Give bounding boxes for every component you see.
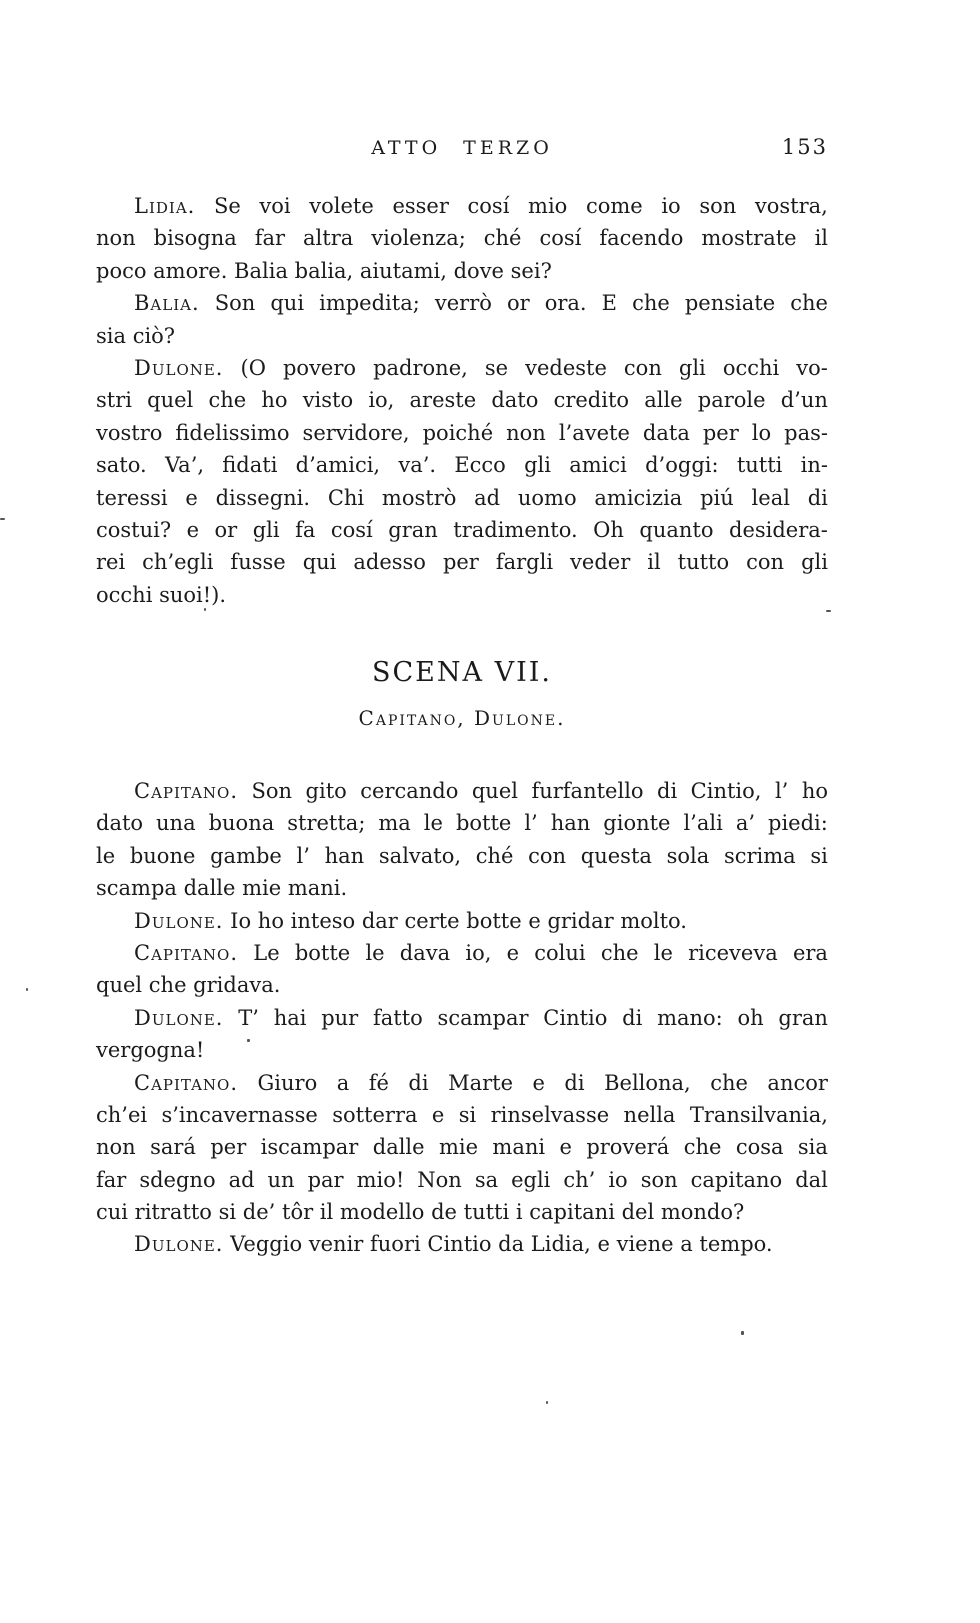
scan-speck: [546, 1401, 548, 1404]
text-line: non bisogna far altra violenza; ché cosí facendo mostrate il: [96, 226, 828, 251]
scene-heading: SCENA VII.: [372, 657, 552, 688]
running-title: ATTO TERZO: [371, 137, 553, 159]
speaker-name: Capitano.: [134, 1070, 239, 1095]
text-block-scene-vii: [96, 775, 828, 1261]
text-line: Capitano. Le botte le dava io, e colui che le riceveva era: [96, 937, 828, 969]
text-line: Capitano. Giuro a fé di Marte e di Bellona, che ancor: [96, 1067, 828, 1099]
page-header: [96, 137, 828, 163]
paragraph: [96, 1002, 828, 1067]
speaker-name: Balia.: [134, 291, 200, 316]
paragraph: [96, 937, 828, 1002]
text-line: cui ritratto si de’ tôr il modello de tutti i capitani del mondo?: [96, 1200, 745, 1225]
scan-speck: [741, 1331, 744, 1335]
speaker-name: Dulone.: [134, 908, 224, 933]
text-line: sia ciò?: [96, 323, 176, 348]
paragraph: [96, 905, 828, 937]
scan-speck: [826, 610, 831, 612]
scan-speck: [204, 608, 206, 611]
text-line: Dulone. (O povero padrone, se vedeste con gli occhi vo-: [96, 352, 828, 384]
paragraph: [96, 1228, 828, 1260]
speaker-name: Capitano.: [134, 779, 239, 803]
text-line: scampa dalle mie mani.: [96, 876, 348, 901]
speaker-name: Dulone.: [134, 1232, 224, 1257]
text-line: teressi e dissegni. Chi mostrò ad uomo amicizia piú leal di: [96, 485, 828, 510]
paragraph: [96, 775, 828, 905]
text-line: quel che gridava.: [96, 973, 281, 998]
text-line: far sdegno ad un par mio! Non sa egli ch’ io son capitano dal: [96, 1167, 828, 1192]
text-line: stri quel che ho visto io, areste dato credito alle parole d’un: [96, 388, 828, 413]
text-line: sato. Va’, fidati d’amici, va’. Ecco gli amici d’oggi: tutti in-: [96, 453, 828, 478]
text-block-scene-vi: [96, 190, 828, 611]
paragraph: [96, 352, 828, 611]
scan-speck: [247, 1039, 250, 1042]
scan-speck: [0, 518, 5, 520]
text-line: rei ch’egli fusse qui adesso per fargli veder il tutto con gli: [96, 550, 828, 575]
text-line: Balia. Son qui impedita; verrò or ora. E che pensiate che: [96, 287, 828, 319]
text-line: costui? e or gli fa cosí gran tradimento. Oh quanto desidera-: [96, 517, 828, 542]
text-line: occhi suoi!).: [96, 582, 227, 607]
speaker-name: Dulone.: [134, 355, 224, 380]
scan-speck: [26, 988, 28, 991]
speaker-name: Dulone.: [134, 1005, 224, 1030]
text-line: Dulone. T’ hai pur fatto scampar Cintio di mano: oh gran: [96, 1002, 828, 1034]
speaker-name: Capitano.: [134, 940, 239, 965]
text-line: vostro fidelissimo servidore, poiché non l’avete data per lo pas-: [96, 420, 828, 445]
page-number: 153: [781, 135, 828, 159]
scene-characters: Capitano, Dulone.: [358, 706, 566, 730]
text-line: dato una buona stretta; ma le botte l’ han gionte l’ali a’ piedi:: [96, 811, 828, 836]
paragraph: [96, 1067, 828, 1229]
text-line: vergogna!: [96, 1038, 205, 1063]
text-line: Dulone. Io ho inteso dar certe botte e gridar molto.: [134, 908, 687, 933]
speaker-name: Lidia.: [134, 194, 196, 218]
paragraph: [96, 287, 828, 352]
text-line: poco amore. Balia balia, aiutami, dove sei?: [96, 258, 552, 283]
paragraph: [96, 190, 828, 287]
text-line: Capitano. Son gito cercando quel furfantello di Cintio, l’ ho: [96, 775, 828, 807]
text-line: Dulone. Veggio venir fuori Cintio da Lidia, e viene a tempo.: [134, 1232, 773, 1257]
text-line: non sará per iscampar dalle mie mani e proverá che cosa sia: [96, 1135, 828, 1160]
text-line: Lidia. Se voi volete esser cosí mio come io son vostra,: [96, 190, 828, 222]
text-line: le buone gambe l’ han salvato, ché con questa sola scrima si: [96, 843, 828, 868]
text-line: ch’ei s’incavernasse sotterra e si rinselvasse nella Transilvania,: [96, 1102, 828, 1127]
